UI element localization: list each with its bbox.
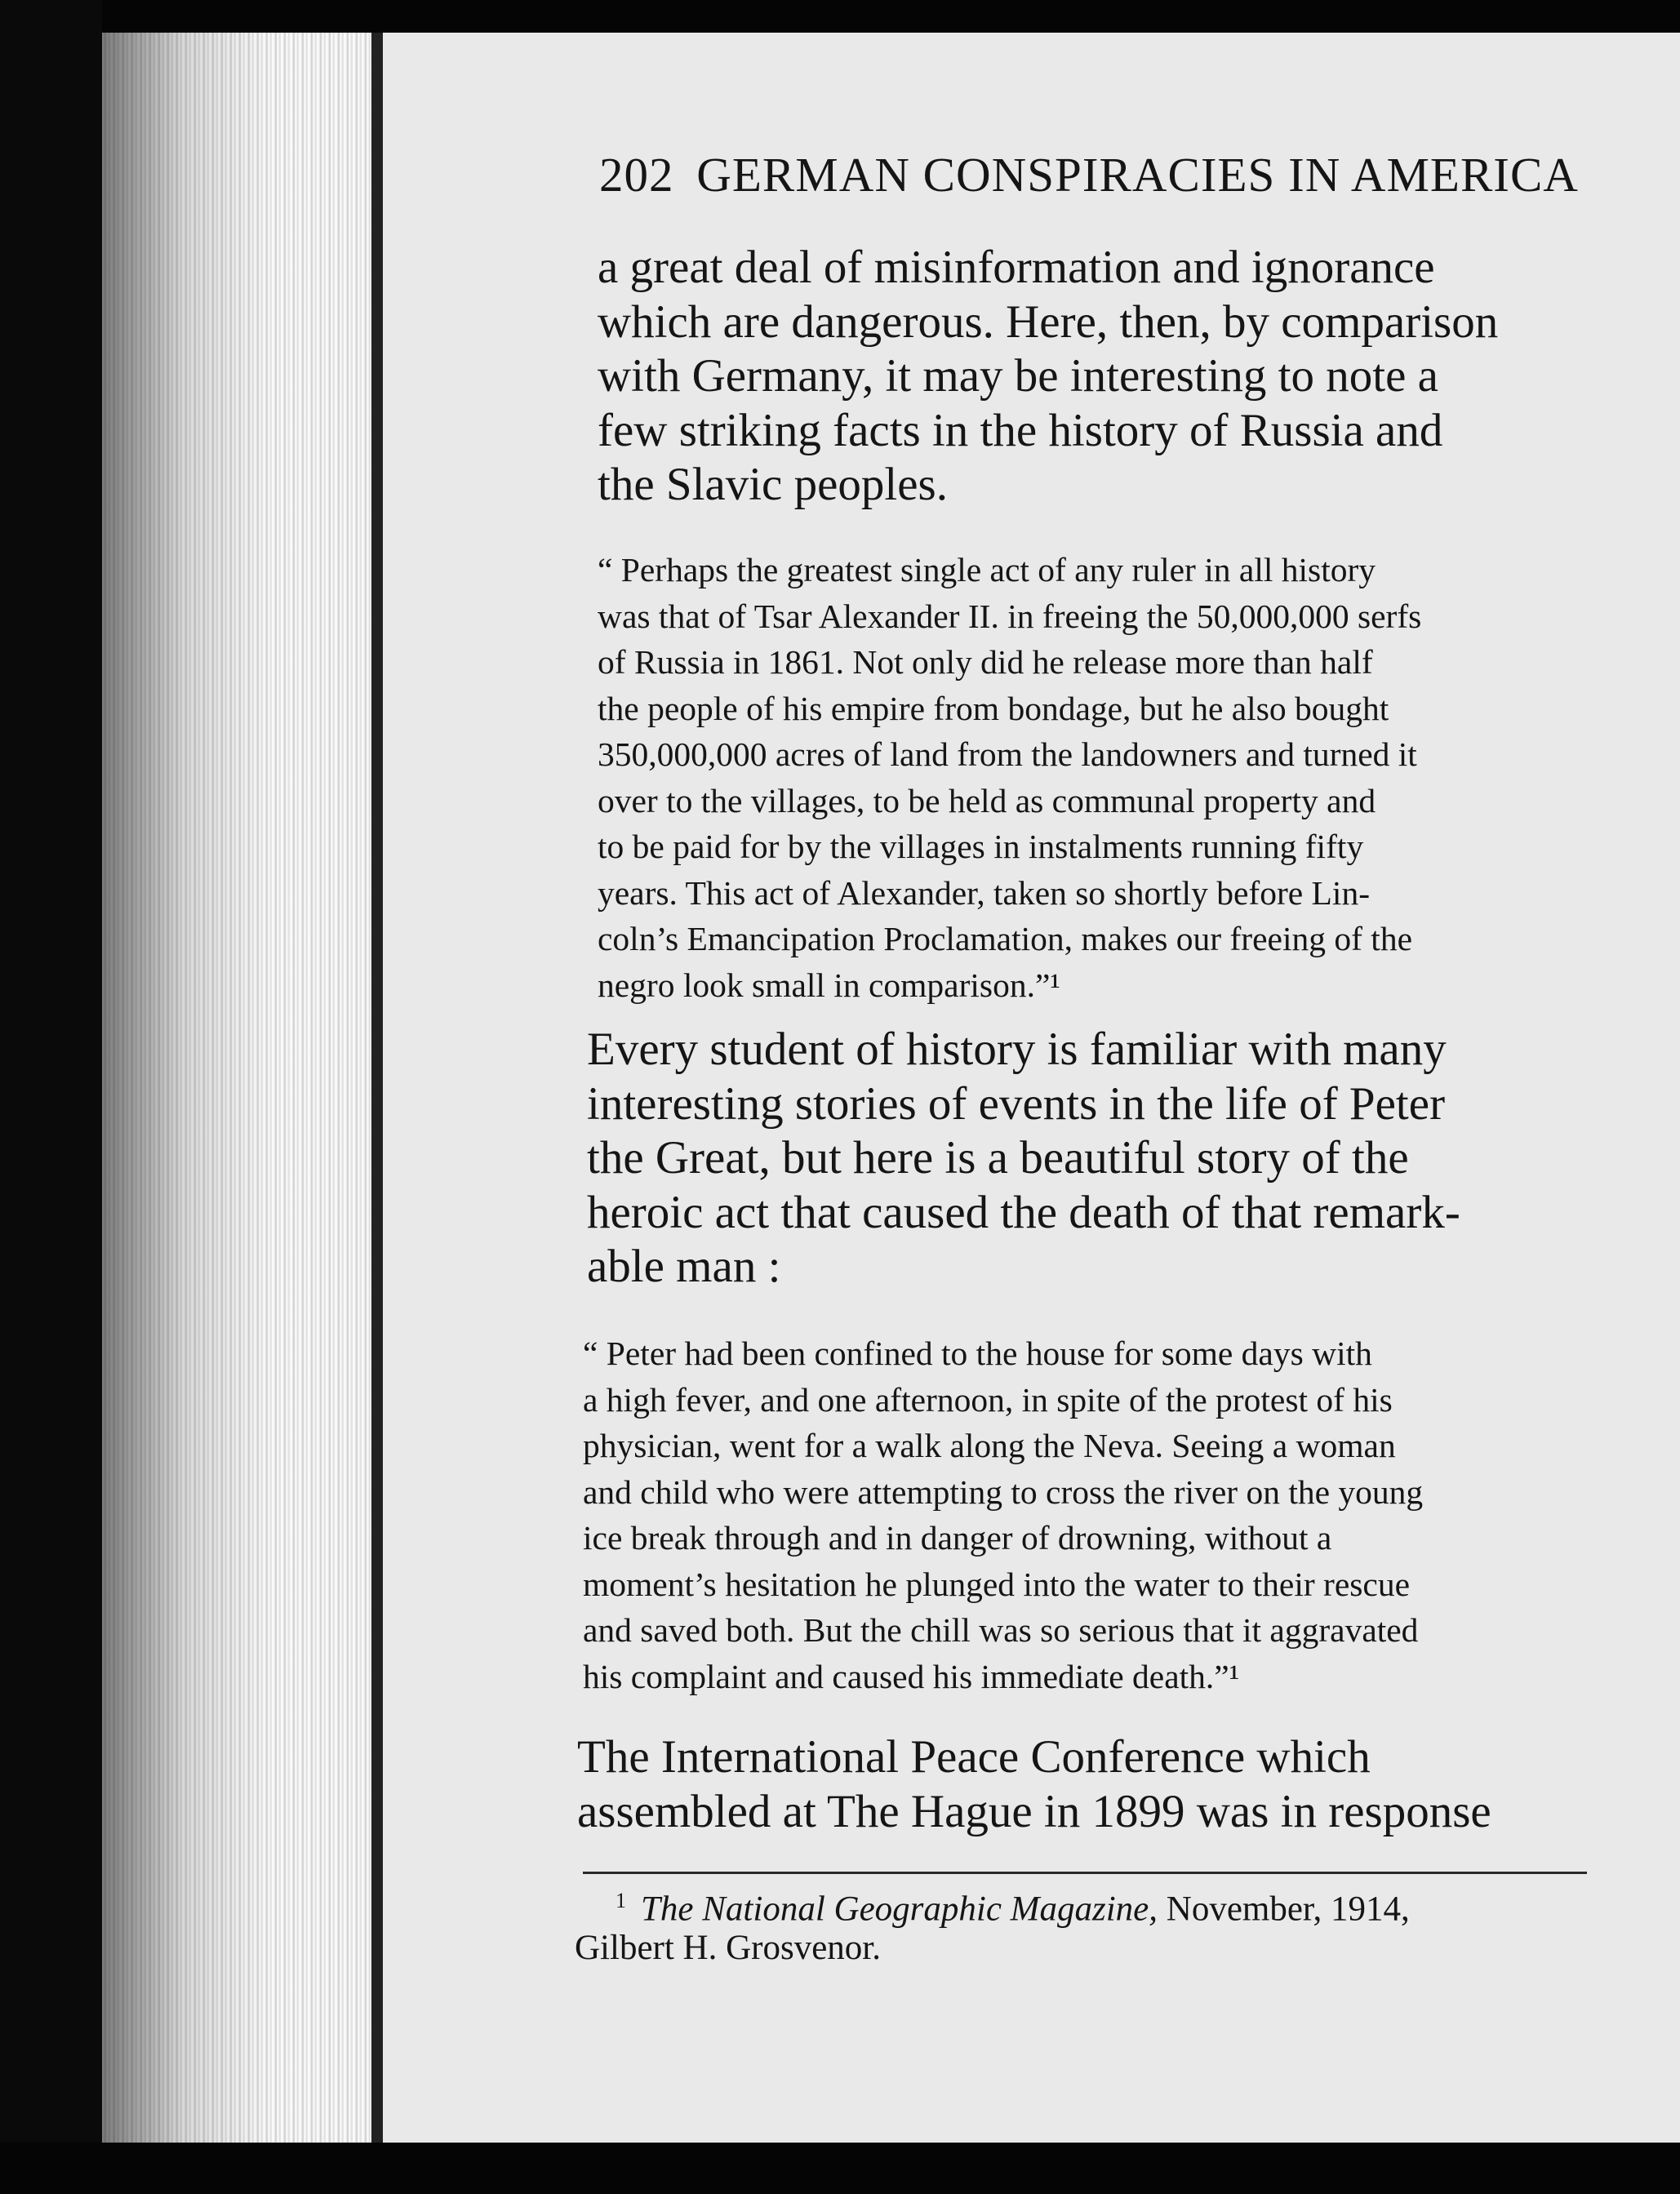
footnote-marker: 1 xyxy=(616,1889,626,1912)
footnote-magazine: The National Geographic Magazine, xyxy=(641,1890,1158,1929)
running-title: GERMAN CONSPIRACIES IN AMERICA xyxy=(696,148,1579,202)
book-page xyxy=(383,33,1680,2143)
book-page-edges xyxy=(102,33,380,2143)
scan-bottom-border xyxy=(0,2143,1680,2194)
footnote-author: Gilbert H. Grosvenor. xyxy=(575,1929,881,1968)
paragraph-hague: The International Peace Conference which assembled at The Hague in 1899 was in response xyxy=(577,1731,1491,1837)
running-header xyxy=(599,147,1611,203)
book-gutter xyxy=(371,33,383,2143)
scan-top-border xyxy=(0,0,1680,33)
paragraph-peter: Every student of history is familiar with many interesting stories of events in the life of Peter the Great, but here is a beautiful story of the heroic act that caused the death of that remark- able man : xyxy=(587,1024,1460,1292)
page-number: 202 xyxy=(599,148,674,202)
footnote-date: November, 1914, xyxy=(1158,1890,1410,1929)
scan-left-margin xyxy=(0,0,102,2194)
footnote-rule xyxy=(583,1872,1587,1874)
paragraph-intro: a great deal of misinformation and ignorance which are dangerous. Here, then, by comparison with Germany, it may be interesting to note a few striking facts in the history of Russia and the Slavic peoples. xyxy=(598,242,1499,510)
quote-alexander: “ Perhaps the greatest single act of any ruler in all history was that of Tsar Alexander II. in freeing the 50,000,000 serfs of Russia in 1861. Not only did he release more than half the people of his empire from bondage, but he also bought 350,000,000 acres of land from the landowners and turned it over to the villages, to be held as communal property and to be paid for by the villages in instalments running fifty years. This act of Alexander, taken so shortly before Lin- coln’s Emancipation Proclamation, makes our freeing of the negro look small in comparison.”¹ xyxy=(598,551,1422,1004)
quote-peter: “ Peter had been confined to the house for some days with a high fever, and one afternoon, in spite of the protest of his physician, went for a walk along the Neva. Seeing a woman and child who were attempting to cross the river on the young ice break through and in danger of drowning, without a moment’s hesitation he plunged into the water to their rescue and saved both. But the chill was so serious that it aggravated his complaint and caused his immediate death.”¹ xyxy=(583,1335,1424,1695)
footnote xyxy=(575,1881,1616,1968)
